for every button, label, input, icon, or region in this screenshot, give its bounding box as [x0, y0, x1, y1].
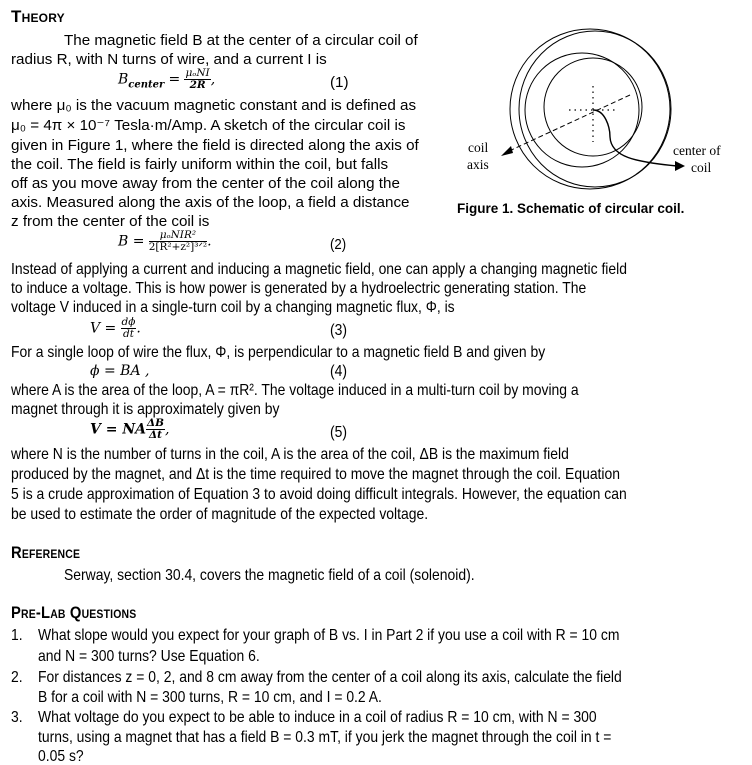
theory-paragraph-2-line-3: given in Figure 1, where the field is directed along the axis of [11, 137, 419, 154]
eq2-lhs: B = [118, 233, 145, 250]
coil-axis-label-line-2: axis [467, 157, 489, 172]
theory-paragraph-2-line-4: the coil. The field is fairly uniform within the coil, but falls [11, 156, 389, 173]
question-line: What voltage do you expect to be able to induce in a coil of radius R = 10 cm, with N = 300 [38, 709, 597, 726]
equation-5-number: (5) [330, 424, 348, 441]
eq5-fraction: $\frac{\Delta B}{\Delta t}$ [147, 417, 165, 441]
eq1-subscript: center [128, 79, 165, 91]
theory-paragraph-2-line-7: z from the center of the coil is [11, 213, 210, 230]
theory-heading: Theory [11, 7, 65, 26]
theory-paragraph-2-line-2: μ₀ = 4π × 10⁻⁷ Tesla·m/Amp. A sketch of the circular coil is [11, 117, 406, 134]
equation-5: V = NA $\frac{\Delta B}{\Delta t}$ , [90, 417, 170, 441]
theory-paragraph-6-line-2: produced by the magnet, and Δt is the time required to move the magnet through the coil. Equation [11, 466, 620, 483]
theory-paragraph-1-line-1: The magnetic field B at the center of a circular coil of [64, 32, 418, 49]
theory-paragraph-2-line-6: axis. Measured along the axis of the loop, a field a distance [11, 194, 410, 211]
theory-paragraph-6-line-1: where N is the number of turns in the coil, A is the area of the coil, ΔB is the maximum field [11, 446, 569, 463]
equation-1: $B_{center}$ = $\frac{\text{μₒNI}}{2R}$ , [118, 67, 216, 91]
equation-1-number: (1) [330, 74, 349, 91]
equation-3: V = $\frac{d\phi}{dt}$ . [90, 316, 141, 340]
eq1-lhs: B [118, 71, 129, 88]
theory-paragraph-3-line-2: to induce a voltage. This is how power is generated by a hydroelectric generating station. The [11, 280, 587, 297]
figure-1-schematic [455, 22, 752, 202]
equation-2: B = $\frac{\text{μₒNIR²}}{\text{2[R²+z²]³ᐟ²}}$ . [118, 229, 212, 253]
eq1-fraction: $\frac{\text{μₒNI}}{2R}$ [185, 67, 210, 91]
theory-paragraph-4: For a single loop of wire the flux, Φ, is perpendicular to a magnetic field B and given by [11, 344, 546, 361]
question-line: B for a coil with N = 300 turns, R = 10 cm, and I = 0.2 A. [38, 689, 382, 706]
prelab-heading: Pre-Lab Questions [11, 603, 137, 622]
coil-axis-label-line-1: coil [468, 140, 489, 155]
theory-paragraph-5-line-2: magnet through it is approximately given by [11, 401, 280, 418]
theory-paragraph-6-line-3: 5 is a crude approximation of Equation 3 to avoid doing difficult integrals. However, the equation can [11, 486, 627, 503]
theory-paragraph-6-line-4: be used to estimate the order of magnitude of the expected voltage. [11, 506, 429, 523]
theory-paragraph-2-line-1: where μ₀ is the vacuum magnetic constant and is defined as [11, 97, 417, 114]
equation-4: ϕ = BA , [90, 363, 150, 379]
question-number: 1. [11, 627, 23, 644]
coil-diagram [455, 22, 752, 202]
theory-paragraph-5-line-1: where A is the area of the loop, A = πR². The voltage induced in a multi-turn coil by moving a [11, 382, 579, 399]
eq2-fraction: $\frac{\text{μₒNIR²}}{\text{2[R²+z²]³ᐟ²}}$ [148, 229, 208, 253]
theory-paragraph-2-line-5: off as you move away from the center of the coil along the [11, 175, 400, 192]
question-line: and N = 300 turns? Use Equation 6. [38, 648, 260, 665]
figure-1-caption: Figure 1. Schematic of circular coil. [457, 201, 685, 216]
eq3-lhs: V = [90, 320, 117, 337]
theory-paragraph-1-line-2: radius R, with N turns of wire, and a current I is [11, 51, 327, 68]
question-number: 3. [11, 709, 23, 726]
question-line: 0.05 s? [38, 748, 84, 765]
theory-paragraph-3-line-3: voltage V induced in a single-turn coil by a changing magnetic flux, Φ, is [11, 299, 455, 316]
question-line: For distances z = 0, 2, and 8 cm away from the center of a coil along its axis, calculate the field [38, 669, 622, 686]
question-number: 2. [11, 669, 23, 686]
reference-text: Serway, section 30.4, covers the magnetic field of a coil (solenoid). [64, 567, 475, 584]
equation-4-number: (4) [330, 363, 348, 380]
question-line: What slope would you expect for your graph of B vs. I in Part 2 if you use a coil with R = 10 cm [38, 627, 620, 644]
center-of-coil-label-line-1: center of [673, 143, 721, 158]
eq5-lhs: V = NA [90, 421, 146, 438]
center-of-coil-label-line-2: coil [691, 160, 712, 175]
eq3-fraction: $\frac{d\phi}{dt}$ [121, 316, 136, 340]
question-line: turns, using a magnet that has a field B = 0.3 mT, if you jerk the magnet through the coil in t = [38, 729, 612, 746]
equation-2-number: (2) [330, 236, 347, 253]
reference-heading: Reference [11, 543, 81, 562]
theory-paragraph-3-line-1: Instead of applying a current and inducing a magnetic field, one can apply a changing magnetic field [11, 261, 627, 278]
equation-3-number: (3) [330, 322, 348, 339]
